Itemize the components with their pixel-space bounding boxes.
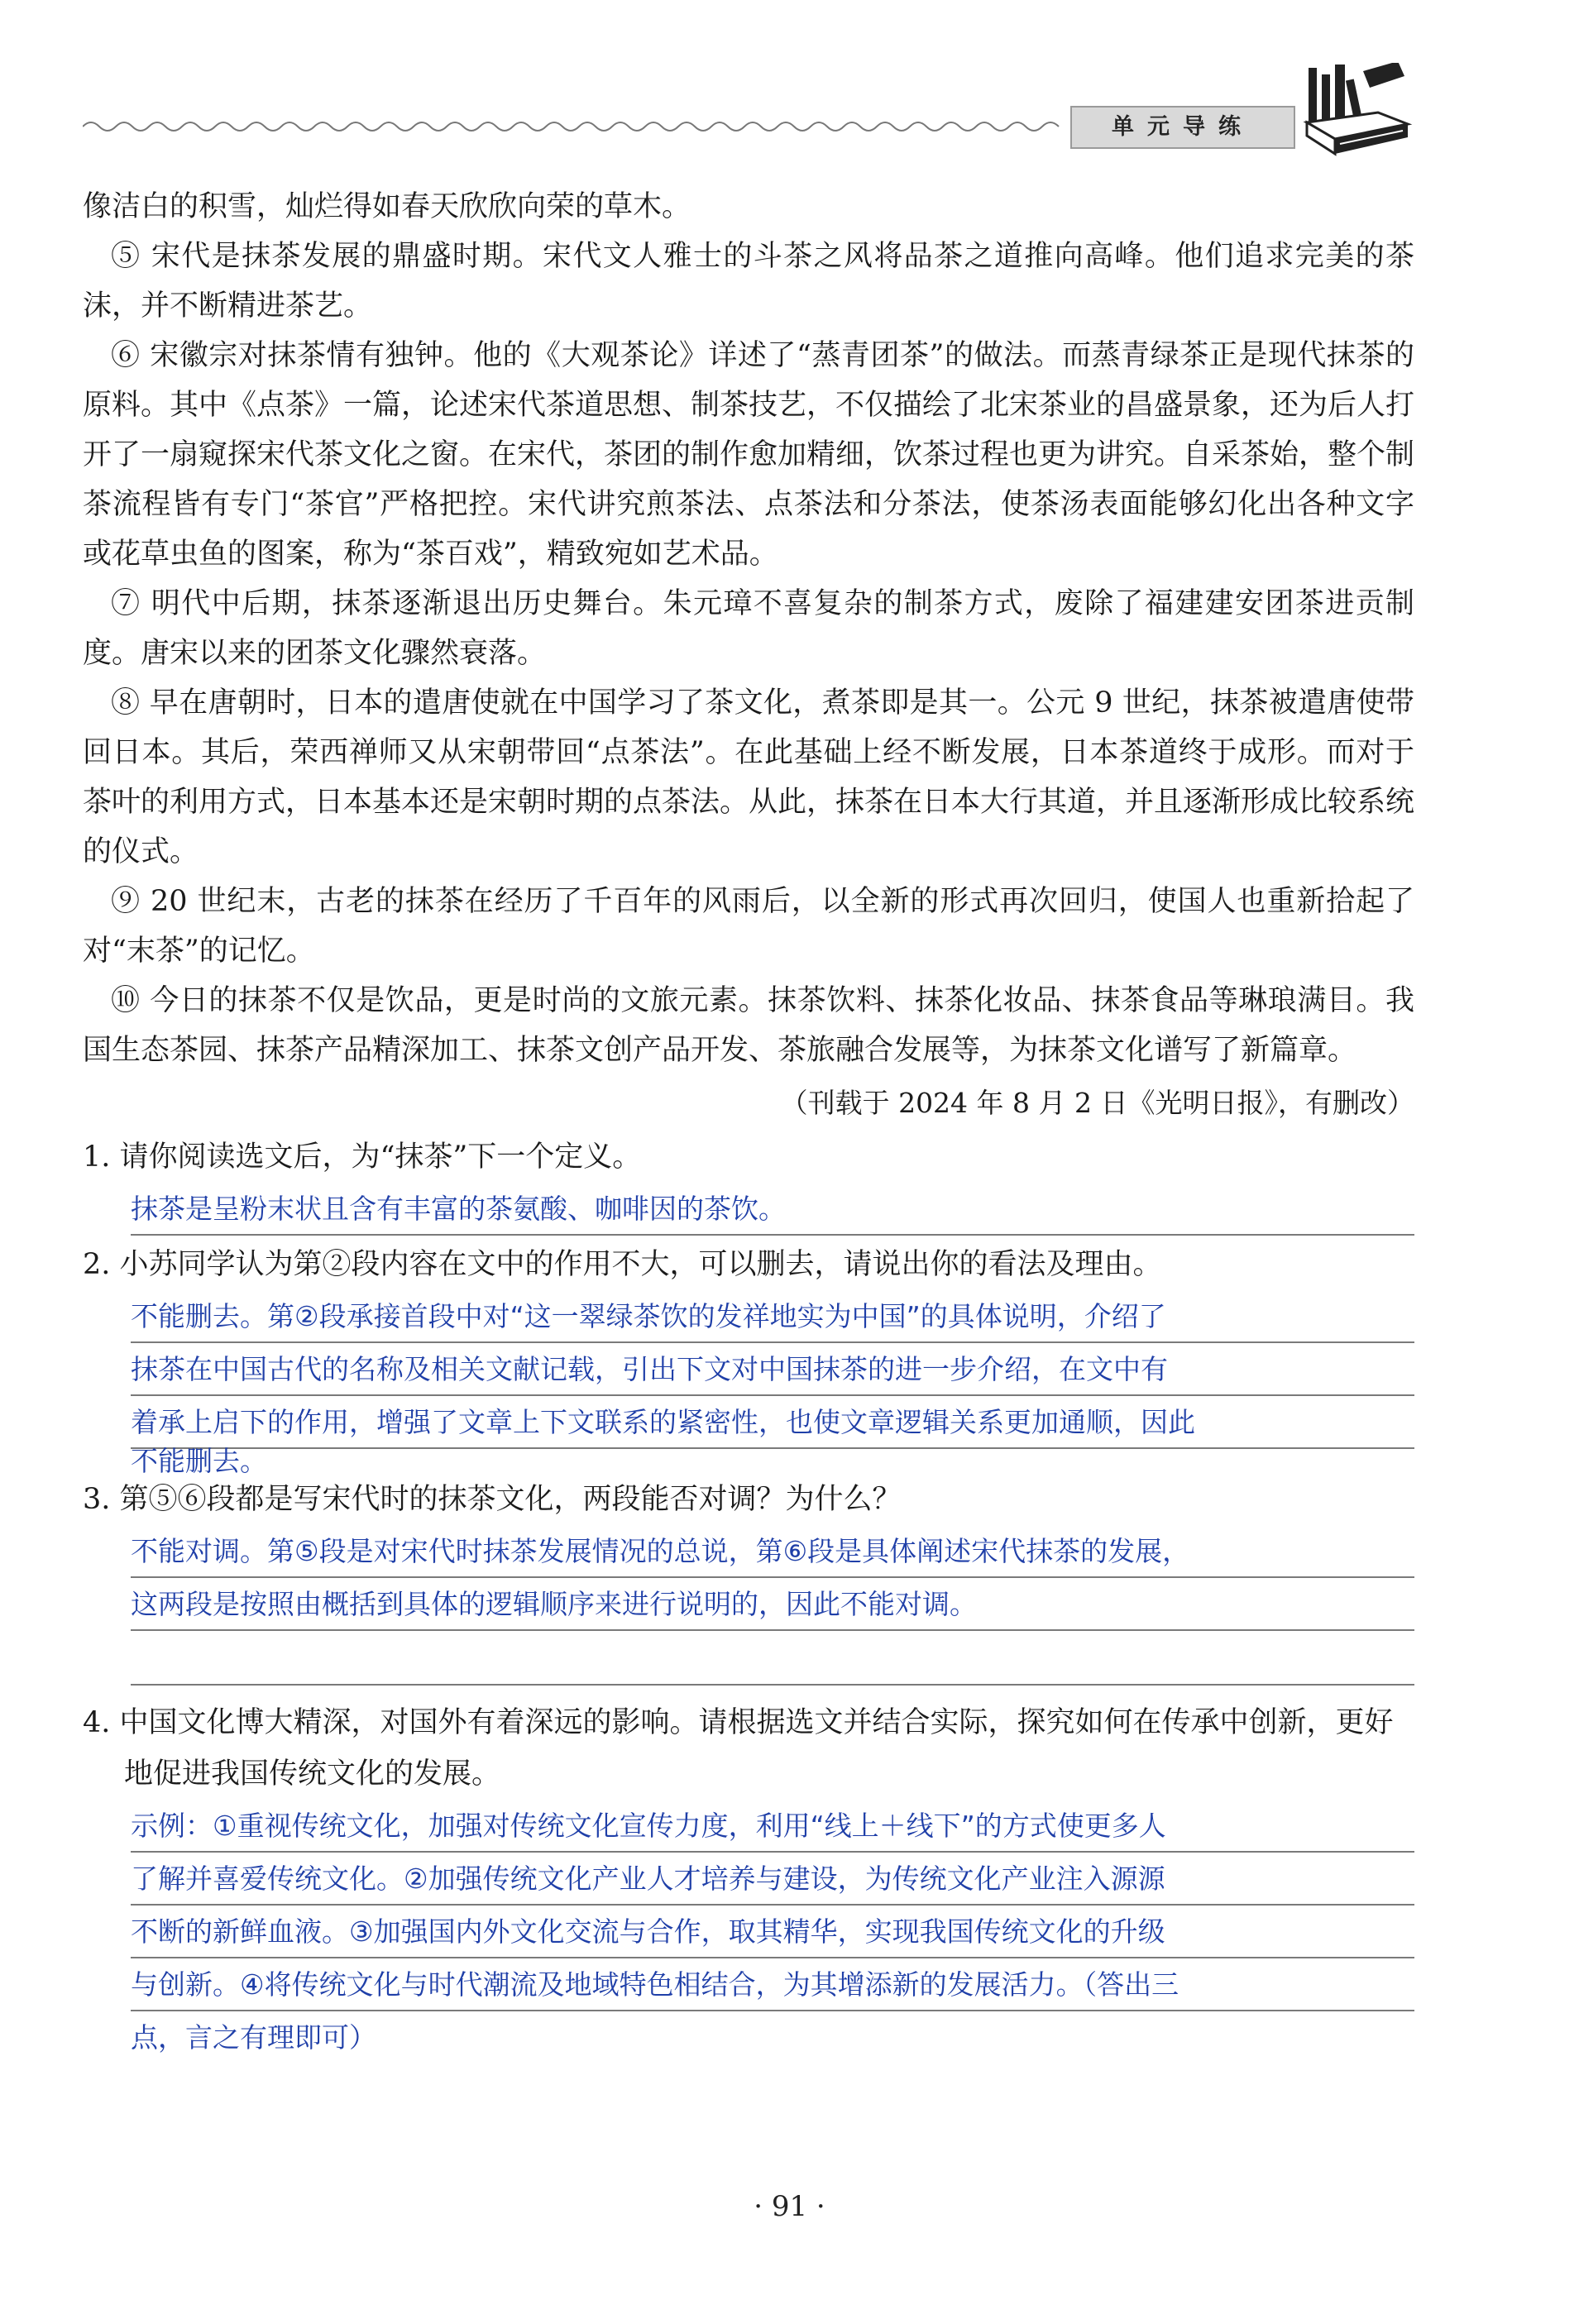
paragraph-6: ⑥ 宋徽宗对抹茶情有独钟。他的《大观茶论》详述了“蒸青团茶”的做法。而蒸青绿茶正是现代抹茶的原料。其中《点茶》一篇，论述宋代茶道思想、制茶技艺，不仅描绘了北宋茶业的昌盛景象，还为后人打开了一扇窥探宋代茶文化之窗。在宋代，茶团的制作愈加精细，饮茶过程也更为讲究。自采茶始，整个制茶流程皆有专门“茶官”严格把控。宋代讲究煎茶法、点茶法和分茶法，使茶汤表面能够幻化出各种文字或花草虫鱼的图案，称为“茶百戏”，精致宛如艺术品。 (83, 339, 1415, 571)
answer-line: 与创新。④将传统文化与时代潮流及地域特色相结合，为其增添新的发展活力。（答出三 (131, 1958, 1414, 2011)
answer-1 (131, 1183, 1414, 1236)
question-text: 3. 第⑤⑥段都是写宋代时的抹茶文化，两段能否对调？为什么？ (83, 1483, 902, 1516)
paragraph-9: ⑨ 20 世纪末，古老的抹茶在经历了千百年的风雨后，以全新的形式再次回归，使国人也重新拾起了对“末茶”的记忆。 (83, 885, 1414, 968)
article-body (83, 182, 1414, 2064)
paragraph-7: ⑦ 明代中后期，抹茶逐渐退出历史舞台。朱元璋不喜复杂的制茶方式，废除了福建建安团茶进贡制度。唐宋以来的团茶文化骤然衰落。 (83, 587, 1414, 670)
answer-line: 点，言之有理即可） (131, 2021, 376, 2054)
passage-continuation: 像洁白的积雪，灿烂得如春天欣欣向荣的草木。 (83, 190, 691, 223)
paragraph-10: ⑩ 今日的抹茶不仅是饮品，更是时尚的文旅元素。抹茶饮料、抹茶化妆品、抹茶食品等琳琅满目。我国生态茶园、抹茶产品精深加工、抹茶文创产品开发、茶旅融合发展等，为抹茶文化谱写了新篇章。 (83, 984, 1414, 1067)
question-text: 2. 小苏同学认为第②段内容在文中的作用不大，可以删去，请说出你的看法及理由。 (83, 1248, 1162, 1281)
section-label: 单元导练 (1070, 106, 1295, 149)
answer-line: 这两段是按照由概括到具体的逻辑顺序来进行说明的，因此不能对调。 (131, 1578, 1414, 1631)
source-citation: （刊载于 2024 年 8 月 2 日《光明日报》，有删改） (780, 1087, 1414, 1119)
answer-3 (131, 1525, 1414, 1686)
answer-4 (131, 1800, 1414, 2064)
question-3 (83, 1474, 1414, 1686)
book-stack-icon (1299, 63, 1414, 164)
answer-line: 不能删去。第②段承接首段中对“这一翠绿茶饮的发祥地实为中国”的具体说明，介绍了 (131, 1290, 1414, 1343)
answer-line: 不断的新鲜血液。③加强国内外文化交流与合作，取其精华，实现我国传统文化的升级 (131, 1906, 1414, 1958)
answer-line: 不能对调。第⑤段是对宋代时抹茶发展情况的总说，第⑥段是具体阐述宋代抹茶的发展， (131, 1525, 1414, 1578)
answer-line: 抹茶是呈粉末状且含有丰富的茶氨酸、咖啡因的茶饮。 (131, 1183, 1414, 1236)
question-text: 1. 请你阅读选文后，为“抹茶”下一个定义。 (83, 1140, 642, 1174)
question-text: 4. 中国文化博大精深，对国外有着深远的影响。请根据选文并结合实际，探究如何在传承中创新，更好地促进我国传统文化的发展。 (83, 1706, 1394, 1791)
answer-line: 示例：①重视传统文化，加强对传统文化宣传力度，利用“线上＋线下”的方式使更多人 (131, 1800, 1414, 1853)
answer-line: 了解并喜爱传统文化。②加强传统文化产业人才培养与建设，为传统文化产业注入源源 (131, 1853, 1414, 1906)
wavy-rule (83, 114, 1067, 139)
page-number: · 91 · (754, 2190, 825, 2223)
answer-2 (131, 1290, 1414, 1477)
question-1 (83, 1131, 1414, 1236)
answer-line: 着承上启下的作用，增强了文章上下文联系的紧密性，也使文章逻辑关系更加通顺，因此 (131, 1396, 1414, 1449)
paragraph-8: ⑧ 早在唐朝时，日本的遣唐使就在中国学习了茶文化，煮茶即是其一。公元 9 世纪，抹茶被遣唐使带回日本。其后，荣西禅师又从宋朝带回“点茶法”。在此基础上经不断发展，日本茶道终于成形。而对于茶叶的利用方式，日本基本还是宋朝时期的点茶法。从此，抹茶在日本大行其道，并且逐渐形成比较系统的仪式。 (83, 686, 1415, 868)
answer-line: 抹茶在中国古代的名称及相关文献记载，引出下文对中国抹茶的进一步介绍，在文中有 (131, 1343, 1414, 1396)
question-4 (83, 1697, 1414, 2064)
question-2 (83, 1239, 1414, 1477)
answer-line: 不能删去。 (131, 1445, 267, 1477)
blank-answer-line (131, 1631, 1414, 1686)
page-header (83, 106, 1406, 164)
paragraph-5: ⑤ 宋代是抹茶发展的鼎盛时期。宋代文人雅士的斗茶之风将品茶之道推向高峰。他们追求完美的茶沫，并不断精进茶艺。 (83, 240, 1414, 323)
